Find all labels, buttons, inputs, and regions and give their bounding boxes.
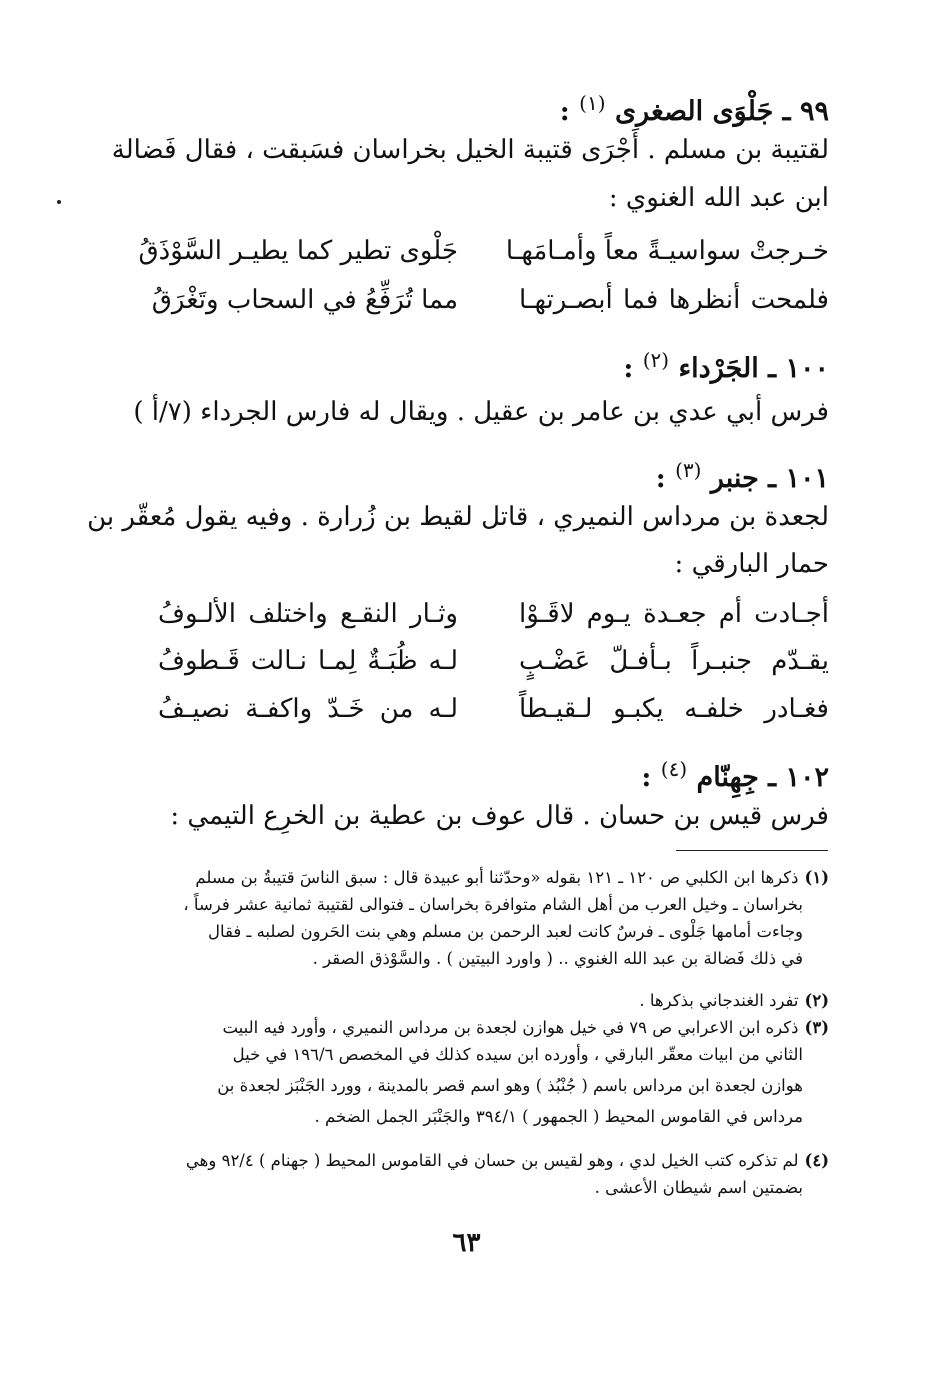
entry-text-line: لقتيبة بن مسلم . أَجْرَى قتيبة الخيل بخراسان فسَبقت ، فقال فَضالة bbox=[111, 135, 829, 165]
entry-number: ١٠١ ـ bbox=[768, 463, 829, 494]
footnote-text: مرداس في القاموس المحيط ( الجمهور ) ٣٩٤/١ والجَنْبَر الجمل الضخم . bbox=[314, 1107, 803, 1126]
entry-title: جَلْوَى الصغرى bbox=[614, 96, 774, 127]
footnote-text: الثاني من ابيات معقّر البارقي ، وأورده ابن سيده كذلك في المخصص ١٩٦/٦ في خيل bbox=[232, 1045, 803, 1064]
entry-number: ٩٩ ـ bbox=[782, 96, 829, 127]
scan-speck bbox=[57, 200, 61, 204]
entry-number: ١٠٠ ـ bbox=[768, 353, 829, 384]
footnote-number: (٣) bbox=[804, 1018, 829, 1037]
verse-first-hemistich: يقـدّم جنبـراً بـأفـلّ عَضْـبٍ bbox=[519, 646, 829, 676]
entry-colon: : bbox=[641, 762, 652, 793]
footnote-number: (١) bbox=[804, 868, 829, 887]
verse-first-hemistich: فلمحت أنظرها فما أبصـرتهـا bbox=[519, 285, 829, 315]
footnote-3 bbox=[153, 1016, 829, 1040]
entry-number: ١٠٢ ـ bbox=[768, 762, 829, 793]
entry-heading-101 bbox=[656, 453, 829, 496]
verse-second-hemistich: لـه ظُبَـةٌ لِمـا نـالت قَـطوفُ bbox=[158, 646, 458, 676]
footnote-text: ذكرها ابن الكلبي ص ١٢٠ ـ ١٢١ بقوله «وحدّثنا أبو عبيدة قال : سبق الناسَ قتيبةُ بن مسلم bbox=[195, 868, 799, 887]
page-number: ٦٣ bbox=[452, 1228, 481, 1258]
footnote-1 bbox=[153, 866, 829, 890]
footnote-ref: (١) bbox=[579, 91, 606, 115]
verse-first-hemistich: فغـادر خلفـه يكبـو لـقيـطاً bbox=[519, 694, 829, 724]
entry-colon: : bbox=[559, 96, 570, 127]
entry-colon: : bbox=[623, 353, 634, 384]
footnote-4 bbox=[153, 1149, 829, 1173]
footnote-ref: (٢) bbox=[642, 348, 670, 372]
footnote-text: تفرد الغندجاني بذكرها . bbox=[639, 991, 799, 1010]
footnote-text: لم تذكره كتب الخيل لدي ، وهو لقيس بن حسان في القاموس المحيط ( جهنام ) ٩٢/٤ وهي bbox=[185, 1151, 799, 1170]
footnote-2 bbox=[153, 989, 829, 1013]
verse-first-hemistich: خـرجتْ سواسيـةً معاً وأمـامَهـا bbox=[505, 236, 829, 266]
entry-text-line: فرس قيس بن حسان . قال عوف بن عطية بن الخرِع التيمي : bbox=[170, 801, 829, 831]
entry-title: الجَرْداء bbox=[678, 353, 759, 384]
entry-text-line: لجعدة بن مرداس النميري ، قاتل لقيط بن زُرارة . وفيه يقول مُعقّر بن bbox=[87, 502, 829, 532]
footnote-text: هوازن لجعدة ابن مرداس باسم ( جُنْبُذ ) وهو اسم قصر بالمدينة ، وورد الجَنْبَز لجعدة بن bbox=[217, 1076, 803, 1095]
entry-title: جِهِنّام bbox=[696, 762, 759, 793]
entry-heading-102 bbox=[641, 752, 829, 795]
footnote-text: بخراسان ـ وخيل العرب من أهل الشام متوافرة بخراسان ـ فتوالى لقتيبة ثمانية عشر فرساً ، bbox=[183, 895, 803, 914]
footnote-ref: (٤) bbox=[660, 757, 688, 781]
verse-second-hemistich: لـه من خَـدّ واكفـة نصيـفُ bbox=[158, 694, 458, 724]
entry-text-line: حمار البارقي : bbox=[674, 549, 829, 579]
verse-second-hemistich: مما تُرَفِّعُ في السحاب وتَغْرَقُ bbox=[151, 285, 458, 315]
footnote-ref: (٣) bbox=[675, 458, 702, 482]
verse-second-hemistich: جَلْوى تطير كما يطيـر السَّوْذَقُ bbox=[138, 236, 458, 266]
entry-colon: : bbox=[655, 463, 666, 494]
verse-first-hemistich: أجـادت أم جعـدة يـوم لاقَـوْا bbox=[519, 599, 829, 629]
footnote-number: (٤) bbox=[804, 1151, 829, 1170]
footnote-number: (٢) bbox=[804, 991, 829, 1010]
footnote-text: وجاءت أمامها جَلْوى ـ فرسٌ كانت لعبد الرحمن بن مسلم وهي بنت الحَرون لصلبه ـ فقال bbox=[208, 922, 803, 941]
footnote-text: في ذلك فَضالة بن عبد الله الغنوي .. ( واورد البيتين ) . والسَّوْذق الصقر . bbox=[312, 949, 803, 968]
entry-title: جنبر bbox=[710, 463, 759, 494]
entry-text-line: ابن عبد الله الغنوي : bbox=[608, 183, 829, 213]
footnote-separator bbox=[676, 850, 828, 851]
verse-second-hemistich: وثـار النقـع واختلف الألـوفُ bbox=[158, 599, 458, 629]
footnote-text: بضمتين اسم شيطان الأعشى . bbox=[594, 1178, 803, 1197]
entry-heading-100 bbox=[623, 343, 829, 386]
entry-heading-99 bbox=[560, 86, 829, 129]
footnote-text: ذكره ابن الاعرابي ص ٧٩ في خيل هوازن لجعدة بن مرداس النميري ، وأورد فيه البيت bbox=[222, 1018, 799, 1037]
entry-text-line: فرس أبي عدي بن عامر بن عقيل . ويقال له فارس الجرداء (٧/أ ) bbox=[133, 397, 829, 427]
